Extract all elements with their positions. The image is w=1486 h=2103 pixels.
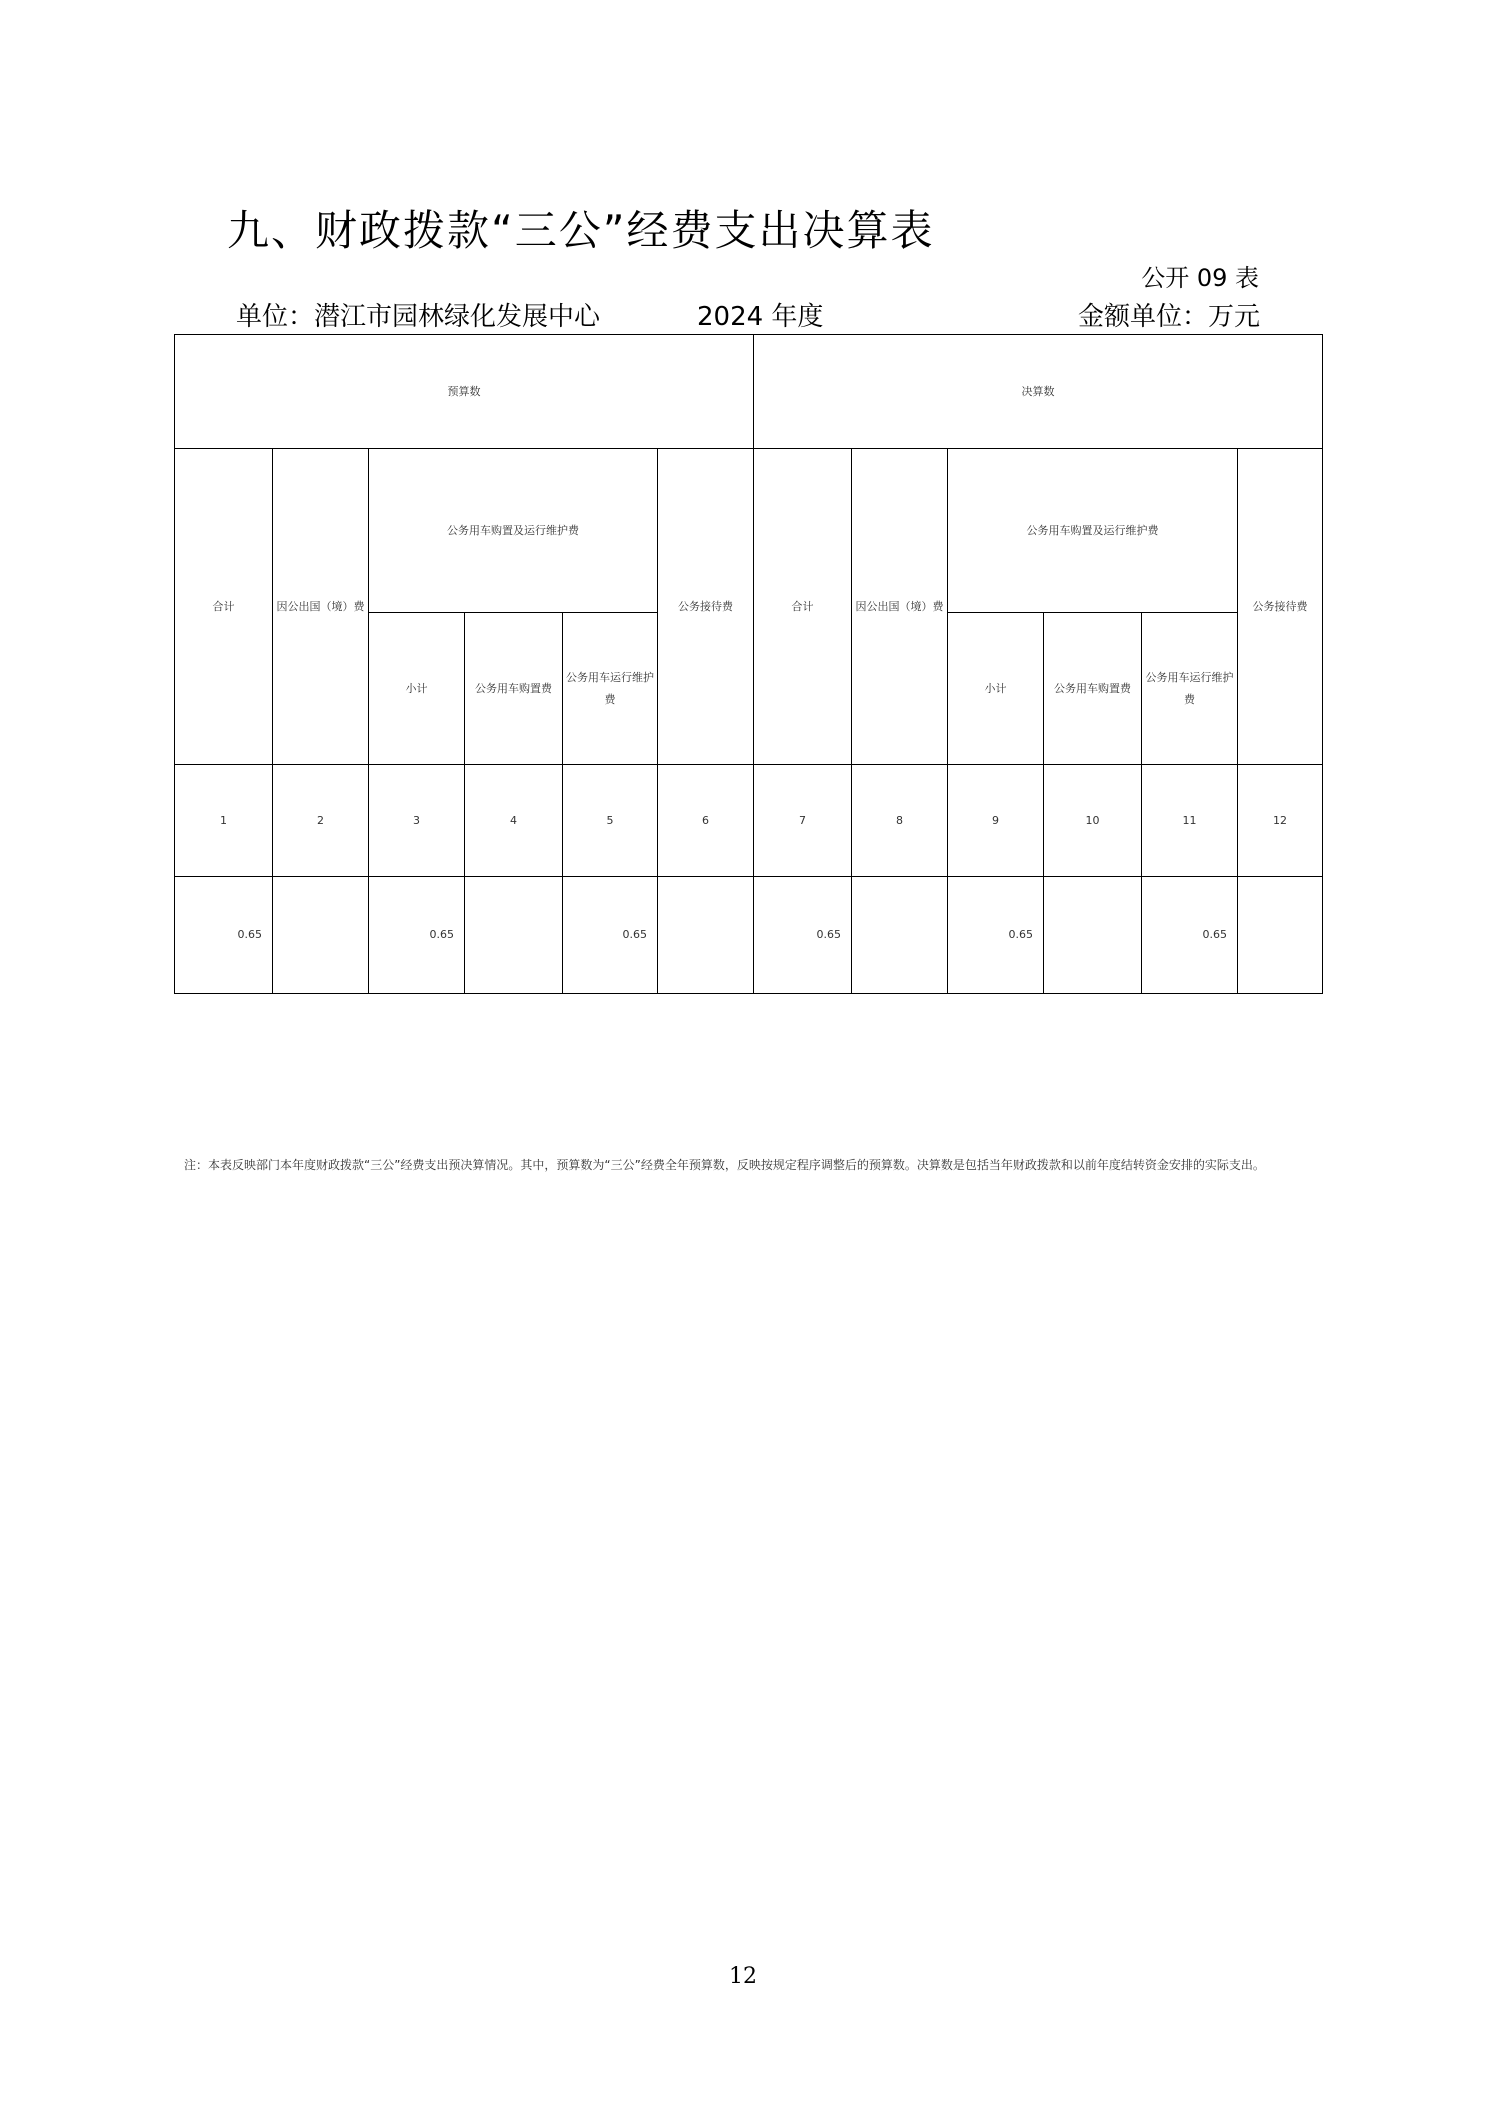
value-cell — [273, 877, 369, 994]
column-number: 11 — [1142, 765, 1238, 877]
column-number: 5 — [563, 765, 658, 877]
header-row-1 — [175, 449, 1323, 613]
column-number: 10 — [1044, 765, 1142, 877]
page-number: 12 — [729, 1964, 757, 1989]
value-cell: 0.65 — [563, 877, 658, 994]
value-cell — [1044, 877, 1142, 994]
page-title: 九、财政拨款“三公”经费支出决算表 — [227, 206, 935, 255]
group-header-row — [175, 335, 1323, 449]
form-number: 公开 09 表 — [1141, 264, 1259, 292]
column-number: 7 — [754, 765, 852, 877]
footnote: 注：本表反映部门本年度财政拨款“三公”经费支出预决算情况。其中，预算数为“三公”经费全年预算数，反映按规定程序调整后的预算数。决算数是包括当年财政拨款和以前年度结转资金安排的实际支出。 — [184, 1158, 1265, 1172]
value-cell — [658, 877, 754, 994]
three-public-expense-table — [174, 334, 1323, 994]
column-number: 12 — [1238, 765, 1323, 877]
header-budget-total: 合计 — [175, 449, 273, 765]
column-number: 4 — [465, 765, 563, 877]
unit-label: 单位：潜江市园林绿化发展中心 — [236, 302, 601, 332]
amount-unit-label: 金额单位：万元 — [1077, 302, 1260, 332]
value-cell — [1238, 877, 1323, 994]
header-budget-operation: 公务用车运行维护费 — [563, 613, 658, 765]
column-number: 9 — [948, 765, 1044, 877]
header-final-subtotal: 小计 — [948, 613, 1044, 765]
column-number: 8 — [852, 765, 948, 877]
column-number-row — [175, 765, 1323, 877]
column-number: 2 — [273, 765, 369, 877]
header-final-vehicle: 公务用车购置及运行维护费 — [948, 449, 1238, 613]
header-budget-purchase: 公务用车购置费 — [465, 613, 563, 765]
year-label: 2024 年度 — [697, 302, 824, 332]
value-cell: 0.65 — [754, 877, 852, 994]
group-header-budget: 预算数 — [175, 335, 754, 449]
value-cell: 0.65 — [948, 877, 1044, 994]
header-final-purchase: 公务用车购置费 — [1044, 613, 1142, 765]
group-header-final: 决算数 — [754, 335, 1323, 449]
header-final-total: 合计 — [754, 449, 852, 765]
meta-row — [236, 296, 1260, 330]
header-final-operation: 公务用车运行维护费 — [1142, 613, 1238, 765]
value-cell: 0.65 — [175, 877, 273, 994]
value-row — [175, 877, 1323, 994]
column-number: 3 — [369, 765, 465, 877]
column-number: 1 — [175, 765, 273, 877]
value-cell: 0.65 — [1142, 877, 1238, 994]
header-budget-travel: 因公出国（境）费 — [273, 449, 369, 765]
header-final-travel: 因公出国（境）费 — [852, 449, 948, 765]
value-cell — [465, 877, 563, 994]
value-cell: 0.65 — [369, 877, 465, 994]
header-budget-vehicle: 公务用车购置及运行维护费 — [369, 449, 658, 613]
column-number: 6 — [658, 765, 754, 877]
value-cell — [852, 877, 948, 994]
header-final-reception: 公务接待费 — [1238, 449, 1323, 765]
header-budget-reception: 公务接待费 — [658, 449, 754, 765]
header-budget-subtotal: 小计 — [369, 613, 465, 765]
